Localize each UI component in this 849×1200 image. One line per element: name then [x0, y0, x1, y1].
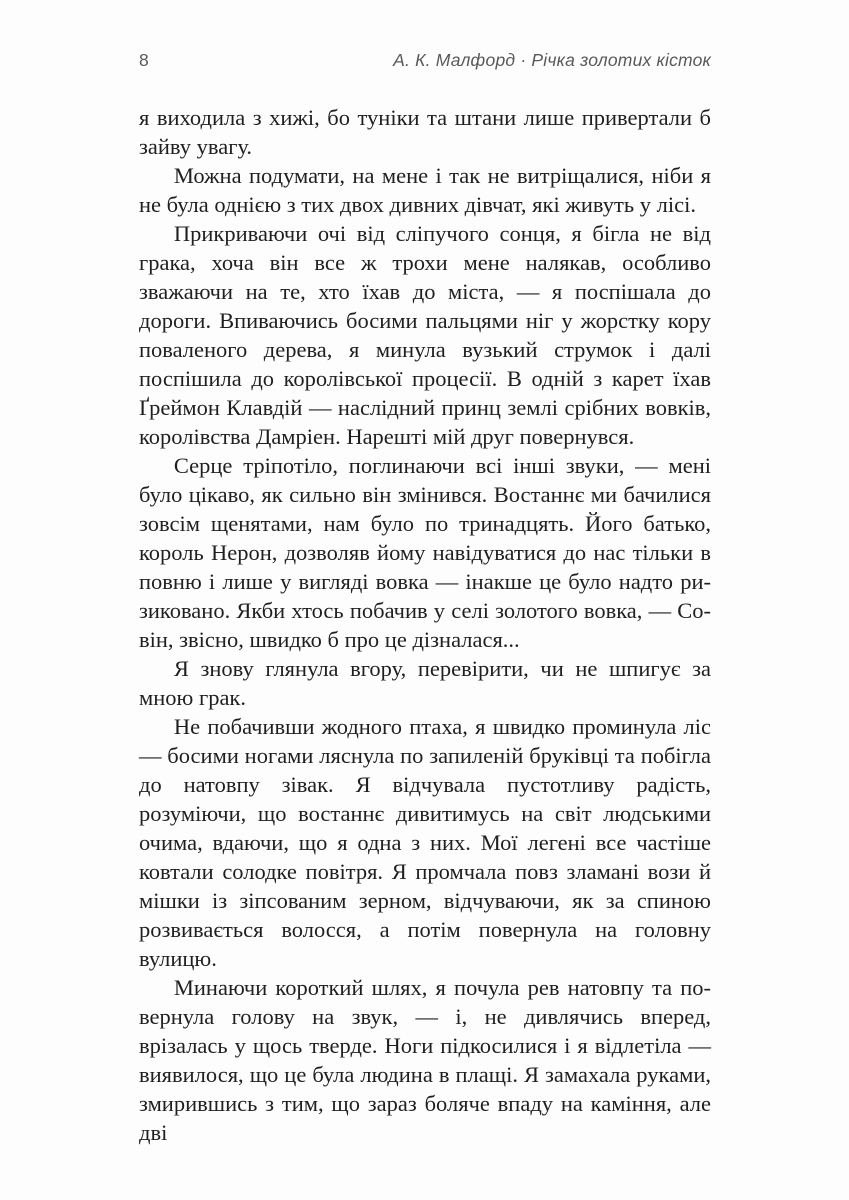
paragraph: Я знову глянула вгору, перевірити, чи не шпигує за мною грак. [139, 656, 711, 710]
page-number: 8 [139, 50, 150, 70]
page-body [139, 103, 711, 1147]
paragraph: Не побачивши жодного птаха, я швидко проминула ліс — босими ногами ляснула по запиленій бруківці та побігла до натовпу зівак. Я відчувала пустотливу радість, розуміючи, що востаннє дивитимусь на світ людськими очима, вдаючи, що я одна з них. Мої легені все частіше ковтали солодке повітря. Я промчала повз зламані вози й мішки із зіпсованим зерном, відчуваючи, як за спиною розвивається волосся, а потім повернула на головну вулицю. [139, 714, 711, 971]
paragraph: Минаючи короткий шлях, я почула рев натовпу та повернула голову на звук, — і, не дивлячись вперед, врізалась у щось тверде. Ноги підкосилися і я відлетіла — виявилося, що це була людина в плащі. Я замахала руками, змирившись з тим, що зараз боляче впаду на каміння, але дві [139, 975, 711, 1145]
paragraph: Прикриваючи очі від сліпучого сонця, я бігла не від грака, хоча він все ж трохи мене налякав, особливо зважаючи на те, хто їхав до міста, — я поспішала до дороги. Впиваючись босими пальцями ніг у жорстку кору поваленого дерева, я минула вузький струмок і далі поспішила до королівської процесії. В одній з карет їхав Ґреймон Клавдій — наслідний принц землі срібних вовків, королівства Дамріен. Нарешті мій друг повернувся. [139, 221, 711, 449]
paragraph: Можна подумати, на мене і так не витріщалися, ніби я не була однією з тих двох дивних дівчат, які живуть у лісі. [139, 163, 711, 217]
paragraph: я виходила з хижі, бо туніки та штани лише привертали б зайву увагу. [139, 105, 711, 159]
page-header [139, 48, 711, 72]
paragraph: Серце тріпотіло, поглинаючи всі інші звуки, — мені було цікаво, як сильно він змінився. Востаннє ми бачилися зовсім щенятами, нам було по тринадцять. Його батько, король Нерон, дозволяв йому навідуватися до нас тільки в повню і лише у вигляді вовка — інакше це було надто ризиковано. Якби хтось побачив у селі золотого вовка, — Совін, звісно, швидко б про це дізналася... [139, 453, 711, 652]
running-title: А. К. Малфорд · Річка золотих кісток [393, 50, 711, 70]
